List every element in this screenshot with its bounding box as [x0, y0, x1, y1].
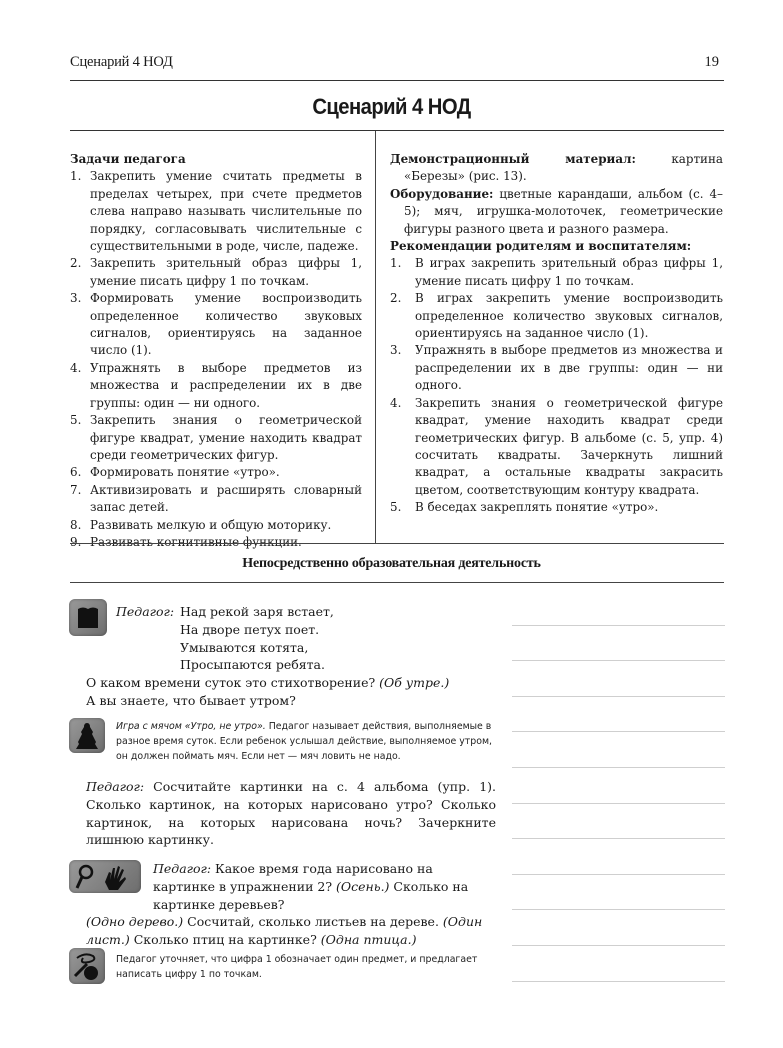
list-item [70, 464, 362, 481]
notes-line [512, 874, 725, 875]
item-text: В беседах закреплять понятие «утро». [415, 500, 659, 515]
speaker-label: Педагог: [153, 861, 212, 876]
list-item [390, 255, 723, 290]
tasks-heading: Задачи педагога [70, 152, 186, 166]
question: О каком времени суток это стихотворение? [86, 675, 376, 690]
item-text: Упражнять в выборе предметов из множества и распределении их в две группы: один — ни одного. [90, 360, 362, 410]
answer: (Осень.) [336, 878, 390, 894]
item-number: 9. [70, 534, 82, 549]
item-text: В играх закрепить зрительный образ цифры 1, умение писать цифру 1 по точкам. [415, 256, 723, 288]
question: Сколько птиц на картинке? [133, 932, 317, 948]
notes-line [512, 981, 725, 982]
block3 [86, 778, 496, 849]
demo-material [390, 151, 723, 186]
list-item [70, 255, 362, 290]
block1 [116, 603, 174, 621]
pyramid-toy-icon [69, 718, 105, 753]
list-item [70, 168, 362, 255]
list-item [70, 517, 362, 534]
item-text: Развивать мелкую и общую моторику. [90, 517, 332, 532]
notes-line [512, 625, 725, 626]
list-item [70, 482, 362, 517]
answer: (Одна птица.) [320, 932, 417, 948]
pencil-ball-icon [69, 948, 105, 984]
speaker-label: Педагог: [116, 604, 175, 619]
block3-text: Сосчитайте картинки на с. 4 альбома (упр. 1). Сколько картинок, на которых нарисовано утро? Сколько картинок, на которых нарисована ночь? Зачеркните лишнюю картинку. [86, 779, 496, 848]
item-text: Закрепить знания о геометрической фигуре квадрат, умение находить квадрат среди геометрических фигур. [90, 413, 362, 462]
notes-line [512, 838, 725, 839]
item-number: 5. [390, 500, 402, 515]
poem-line: На дворе петух поет. [180, 621, 320, 637]
notes-line [512, 909, 725, 910]
item-number: 1. [70, 169, 82, 184]
item-number: 7. [70, 482, 82, 497]
equipment [390, 186, 723, 238]
item-text: Формировать понятие «утро». [90, 465, 280, 480]
list-item [390, 342, 723, 394]
item-number: 2. [390, 291, 402, 306]
item-text: Закрепить зрительный образ цифры 1, умение писать цифру 1 по точкам. [90, 256, 362, 288]
item-number: 2. [70, 256, 82, 271]
chapter-title: Сценарий 4 НОД [312, 94, 471, 119]
block2-text [116, 719, 496, 764]
item-number: 3. [70, 291, 82, 306]
block5-text: Педагог уточняет, что цифра 1 обозначает один предмет, и предлагает написать цифру 1 по точкам. [116, 954, 478, 980]
answer: (Об утре.) [379, 675, 450, 690]
list-item [70, 290, 362, 360]
item-number: 4. [70, 360, 82, 375]
notes-line [512, 696, 725, 697]
question: Сосчитай, сколько листьев на дереве. [187, 914, 439, 930]
section-title: Непосредственно образовательная деятельность [242, 556, 541, 571]
item-text: Формировать умение воспроизводить определенное количество звуковых сигналов, ориентируясь на заданное число (1). [90, 291, 362, 358]
question-2: А вы знаете, что бывает утром? [86, 692, 296, 708]
item-text: Активизировать и расширять словарный запас детей. [90, 482, 362, 515]
item-number: 5. [70, 413, 82, 428]
item-number: 3. [390, 343, 402, 358]
item-number: 6. [70, 465, 82, 480]
notes-line [512, 767, 725, 768]
answer: (Одно дерево.) [86, 914, 184, 930]
demo-material-text: картина «Березы» (рис. 13). [404, 152, 723, 184]
item-number: 1. [390, 256, 402, 271]
equipment-text: цветные карандаши, альбом (с. 4–5); мяч, игрушка-молоточек, геометрические фигуры разного цвета и разного размера. [404, 186, 724, 236]
block4 [86, 860, 496, 949]
notes-line [512, 945, 725, 946]
list-item [390, 290, 723, 342]
list-item [390, 395, 723, 499]
section-rule-bottom [70, 582, 724, 583]
item-text: В играх закрепить умение воспроизводить определенное количество звуковых сигналов, ориентируясь на заданное число (1). [415, 291, 723, 341]
materials-column [390, 151, 723, 517]
answer: (Один лист.) [86, 914, 483, 948]
item-text: Развивать когнитивные функции. [90, 534, 302, 549]
list-item [390, 499, 723, 516]
list-item [70, 360, 362, 412]
book-icon [69, 599, 107, 636]
notes-line [512, 660, 725, 661]
item-text: Упражнять в выборе предметов из множества и распределении их в две группы: один — ни одного. [415, 343, 723, 393]
section-rule-top [70, 543, 724, 544]
notes-line [512, 731, 725, 732]
tasks-list [70, 168, 362, 551]
game-name: Игра с мячом «Утро, не утро». [116, 721, 266, 732]
recommendations-heading: Рекомендации родителям и воспитателям: [390, 239, 692, 254]
block1-questions [86, 674, 449, 710]
list-item [70, 412, 362, 464]
item-text: Закрепить знания о геометрической фигуре квадрат, умение находить квадрат среди геометрических фигур. В альбоме (с. 5, упр. 4) сосчитать квадраты. Зачеркнуть лишний квадрат, а остальные квадраты закрасить цветом, соответствующим контуру квадрата. [415, 395, 723, 497]
demo-material-label: Демонстрационный материал: [390, 152, 636, 166]
notes-line [512, 803, 725, 804]
game-description: Педагог называет действия, выполняемые в разное время суток. Если ребенок услышал действие, выполняемое утром, он должен поймать мяч. Если нет — мяч ловить не надо. [116, 721, 492, 762]
poem-line: Умываются котята, [180, 639, 309, 655]
question: Сколько на картинке деревьев? [153, 878, 469, 912]
title-rule [70, 130, 724, 131]
poem-line: Над рекой заря встает, [180, 604, 334, 619]
column-divider [375, 131, 376, 543]
item-text: Закрепить умение считать предметы в пределах четырех, при счете предметов слева направо называть числительные по порядку, согласовывать числительные с существительными в роде, числе, падеже. [90, 169, 362, 254]
recommendations-list [390, 255, 723, 516]
header-rule [70, 80, 724, 81]
poem-line: Просыпаются ребята. [180, 657, 325, 673]
item-number: 8. [70, 517, 82, 532]
tasks-column [70, 151, 362, 551]
page-number: 19 [704, 54, 719, 70]
running-title: Сценарий 4 НОД [70, 54, 173, 70]
speaker-label: Педагог: [86, 779, 145, 794]
question: Какое время года нарисовано на картинке в упражнении 2? [153, 861, 433, 894]
item-number: 4. [390, 395, 402, 410]
equipment-label: Оборудование: [390, 186, 494, 201]
poem [180, 603, 334, 674]
